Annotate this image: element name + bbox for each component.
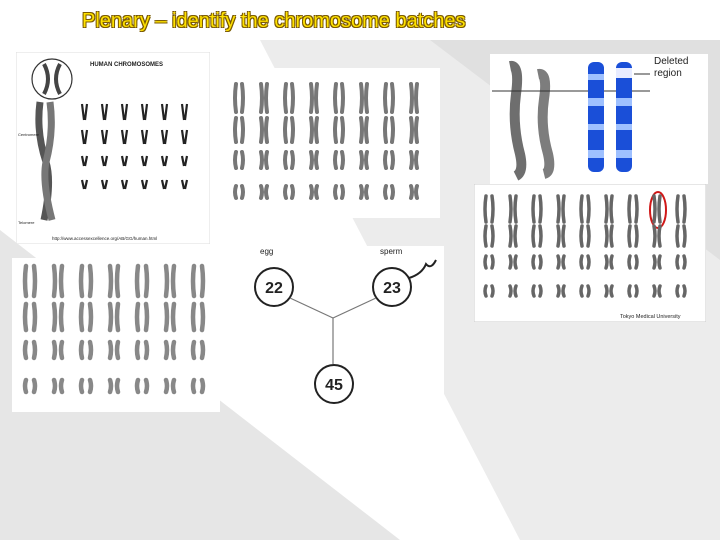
sperm-label: sperm [380, 247, 403, 256]
source-url: http://www.accessexcellence.org/AB/GG/human.html [52, 236, 158, 241]
egg-chromosome-count: 22 [265, 280, 283, 297]
deleted-region-label-line2: region [654, 68, 682, 79]
karyotype-image-b [222, 68, 440, 218]
centromere-label: Centromere [18, 132, 40, 137]
deletion-panel [490, 54, 708, 184]
sperm-chromosome-count: 23 [383, 280, 401, 297]
egg-label: egg [260, 247, 274, 256]
karyotype-panel-human-chromosomes [16, 52, 210, 244]
karyotype-image-d [474, 184, 706, 322]
karyotype-panel-circled [474, 184, 706, 322]
human-chromosomes-image [16, 52, 210, 244]
karyotype-panel-grey [222, 68, 440, 218]
karyotype-panel-large [12, 258, 220, 412]
egg-sperm-diagram [246, 246, 444, 410]
university-credit: Tokyo Medical University [620, 314, 681, 320]
slide-title: Plenary – identify the chromosome batches [82, 10, 466, 32]
fertilisation-diagram [246, 246, 444, 410]
deleted-region-image [490, 54, 708, 184]
karyotype-image-e [12, 258, 220, 412]
zygote-chromosome-count: 45 [325, 377, 343, 394]
deleted-region-label-line1: Deleted [654, 56, 689, 67]
human-chromosomes-heading: HUMAN CHROMOSOMES [90, 62, 163, 68]
telomere-label: Telomere [18, 220, 35, 225]
